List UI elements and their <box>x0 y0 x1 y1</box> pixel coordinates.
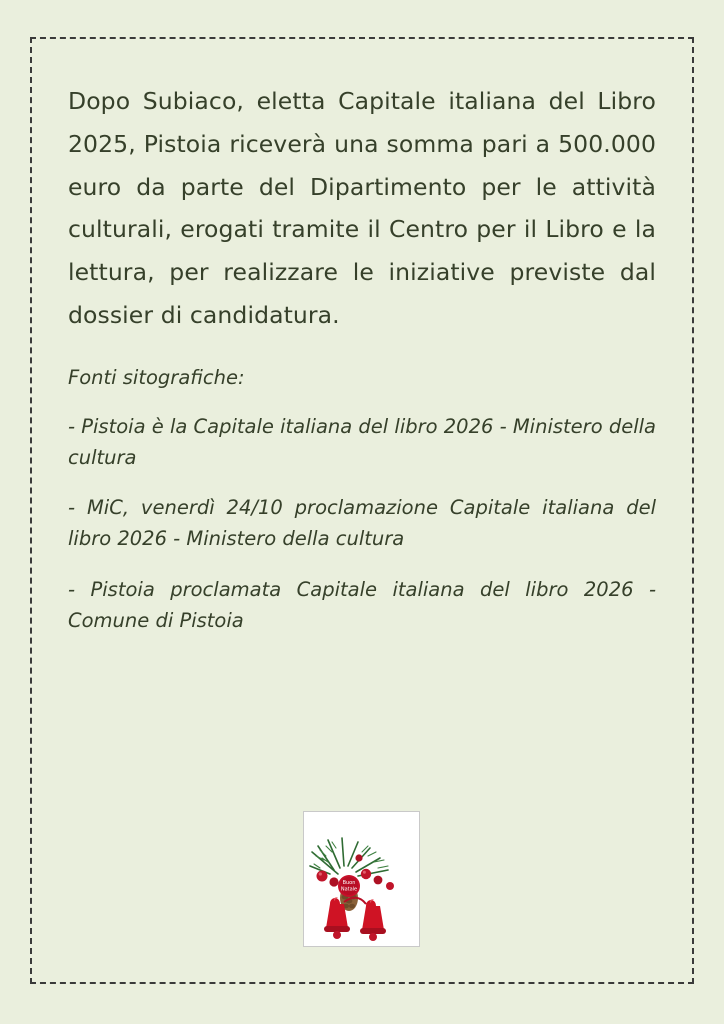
body-paragraph: Dopo Subiaco, eletta Capitale italiana del Libro 2025, Pistoia riceverà una somma pari a 500.000 euro da parte del Dipartimento per le attività culturali, erogati tramite il Centro per il Libro e la lettura, per realizzare le iniziative previste dal dossier di candidatura. <box>68 87 656 329</box>
christmas-bells-illustration <box>304 812 419 946</box>
source-item-1: - Pistoia è la Capitale italiana del libro 2026 - Ministero della cultura <box>68 414 656 469</box>
sources-heading: Fonti sitografiche: <box>68 365 245 389</box>
document-content <box>68 80 656 637</box>
greeting-badge <box>338 875 360 897</box>
source-item-2: - MiC, venerdì 24/10 proclamazione Capitale italiana del libro 2026 - Ministero della cultura <box>68 496 656 551</box>
svg-text:Natale: Natale <box>340 886 358 893</box>
svg-text:Buon: Buon <box>342 880 356 886</box>
christmas-bells-decoration-image <box>303 811 420 947</box>
source-item-3: - Pistoia proclamata Capitale italiana del libro 2026 - Comune di Pistoia <box>68 578 656 632</box>
